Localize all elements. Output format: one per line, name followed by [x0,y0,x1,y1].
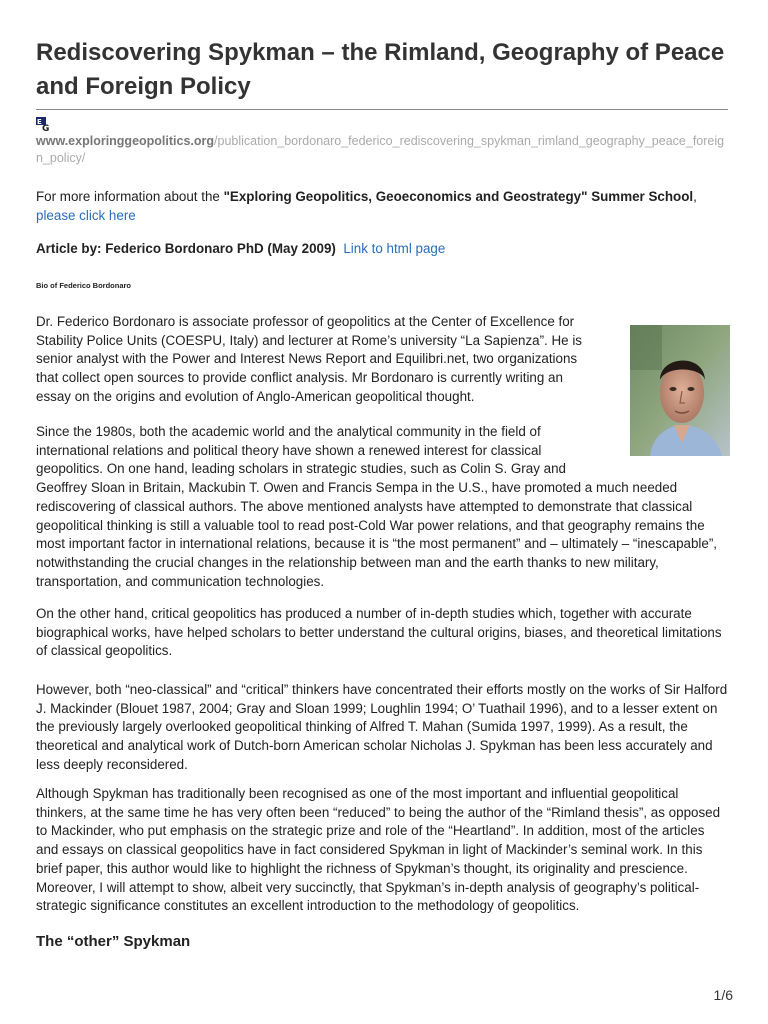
section-heading: The “other” Spykman [36,933,191,950]
page-number: 1/6 [713,987,733,1003]
paragraph-2: On the other hand, critical geopolitics has produced a number of in-depth studies which, together with accurate biographical works, have helped scholars to better understand the cultural origins, biases, and theoretical limitations of classical geopolitics. [36,606,722,659]
source-path[interactable]: /publication_bordonaro_federico_rediscovering_spykman_rimland_geography_peace_foreign_policy/ [36,134,725,165]
eg-favicon-icon [36,117,52,132]
byline [36,240,728,259]
html-page-link[interactable]: Link to html page [343,241,446,256]
paragraph-4: Although Spykman has traditionally been recognised as one of the most important and influential geopolitical thinkers, at the same time he has very often been “reduced” to being the author of the “Rimland thesis”, as opposed to Mackinder, who put emphasis on the strategic prize and role of the “Heartland”. In addition, most of the articles and essays on classical geopolitics have in fact considered Spykman in light of Mackinder’s seminal work. In this brief paper, this author would like to highlight the richness of Spykman’s thought, its originality and prescience. Moreover, I will attempt to show, albeit very succinctly, that Spykman’s in-depth analysis of geography’s political-strategic significance constitutes an excellent introduction to the methodology of geopolitics. [36,786,721,914]
svg-text:G: G [42,124,50,132]
paragraph-bio: Dr. Federico Bordonaro is associate professor of geopolitics at the Center of Excellence for Stability Police Units (COESPU, Italy) and lecturer at Rome’s university “La Sapienza”. He is senior analyst with the Power and Interest News Report and Equilibri.net, two organizations that collect open sources to provide conflict analysis. Mr Bordonaro is currently writing an essay on the origins and evolution of Anglo-American geopolitical thought. [36,314,583,404]
paragraph-3: However, both “neo-classical” and “critical” thinkers have concentrated their efforts mostly on the works of Sir Halford J. Mackinder (Blouet 1987, 2004; Gray and Sloan 1999; Loughlin 1994; O’ Tuathail 1996), and to a lesser extent on the previously largely overlooked geopolitical thinking of Alfred T. Mahan (Sumida 1997, 1999). As a result, the theoretical and analytical work of Dutch-born American scholar Nicholas J. Spykman has been less accurately and less deeply reconsidered. [36,682,728,772]
info-paragraph [36,188,728,225]
paragraph-intro-a [36,423,728,591]
byline-text: Article by: Federico Bordonaro PhD (May 2009) [36,241,336,256]
source-domain[interactable]: www.exploringgeopolitics.org [36,134,215,148]
info-comma: , [693,189,697,204]
source-url[interactable] [36,133,728,167]
title-divider [36,109,728,110]
info-prefix: For more information about the [36,189,224,204]
portrait-wrap-spacer [582,423,728,463]
bio-label: Bio of Federico Bordonaro [36,281,132,290]
svg-text:E: E [37,118,42,126]
summer-school-name: "Exploring Geopolitics, Geoeconomics and Geostrategy" Summer School [223,189,694,204]
please-click-here-link[interactable]: please click here [36,207,136,223]
paragraph-1: Since the 1980s, both the academic world and the analytical community in the field of international relations and political theory have shown a renewed interest for classical geopolitics. On one hand, leading scholars in strategic studies, such as Colin S. Gray and Geoffrey Sloan in Britain, Mackubin T. Owen and Francis Sempa in the U.S., have promoted a much needed rediscovering of classical authors. The above mentioned analysts have attempted to demonstrate that classical geopolitical thinking is still a valuable tool to read post-Cold War power relations, and that geography remains the most important factor in international relations, because it is “the most permanent” and – ultimately – “inescapable”, notwithstanding the crucial changes in the relationship between man and the earth thanks to new military, transportation, and communication technologies. [36,424,718,589]
article-title: Rediscovering Spykman – the Rimland, Geography of Peace and Foreign Policy [36,39,725,100]
